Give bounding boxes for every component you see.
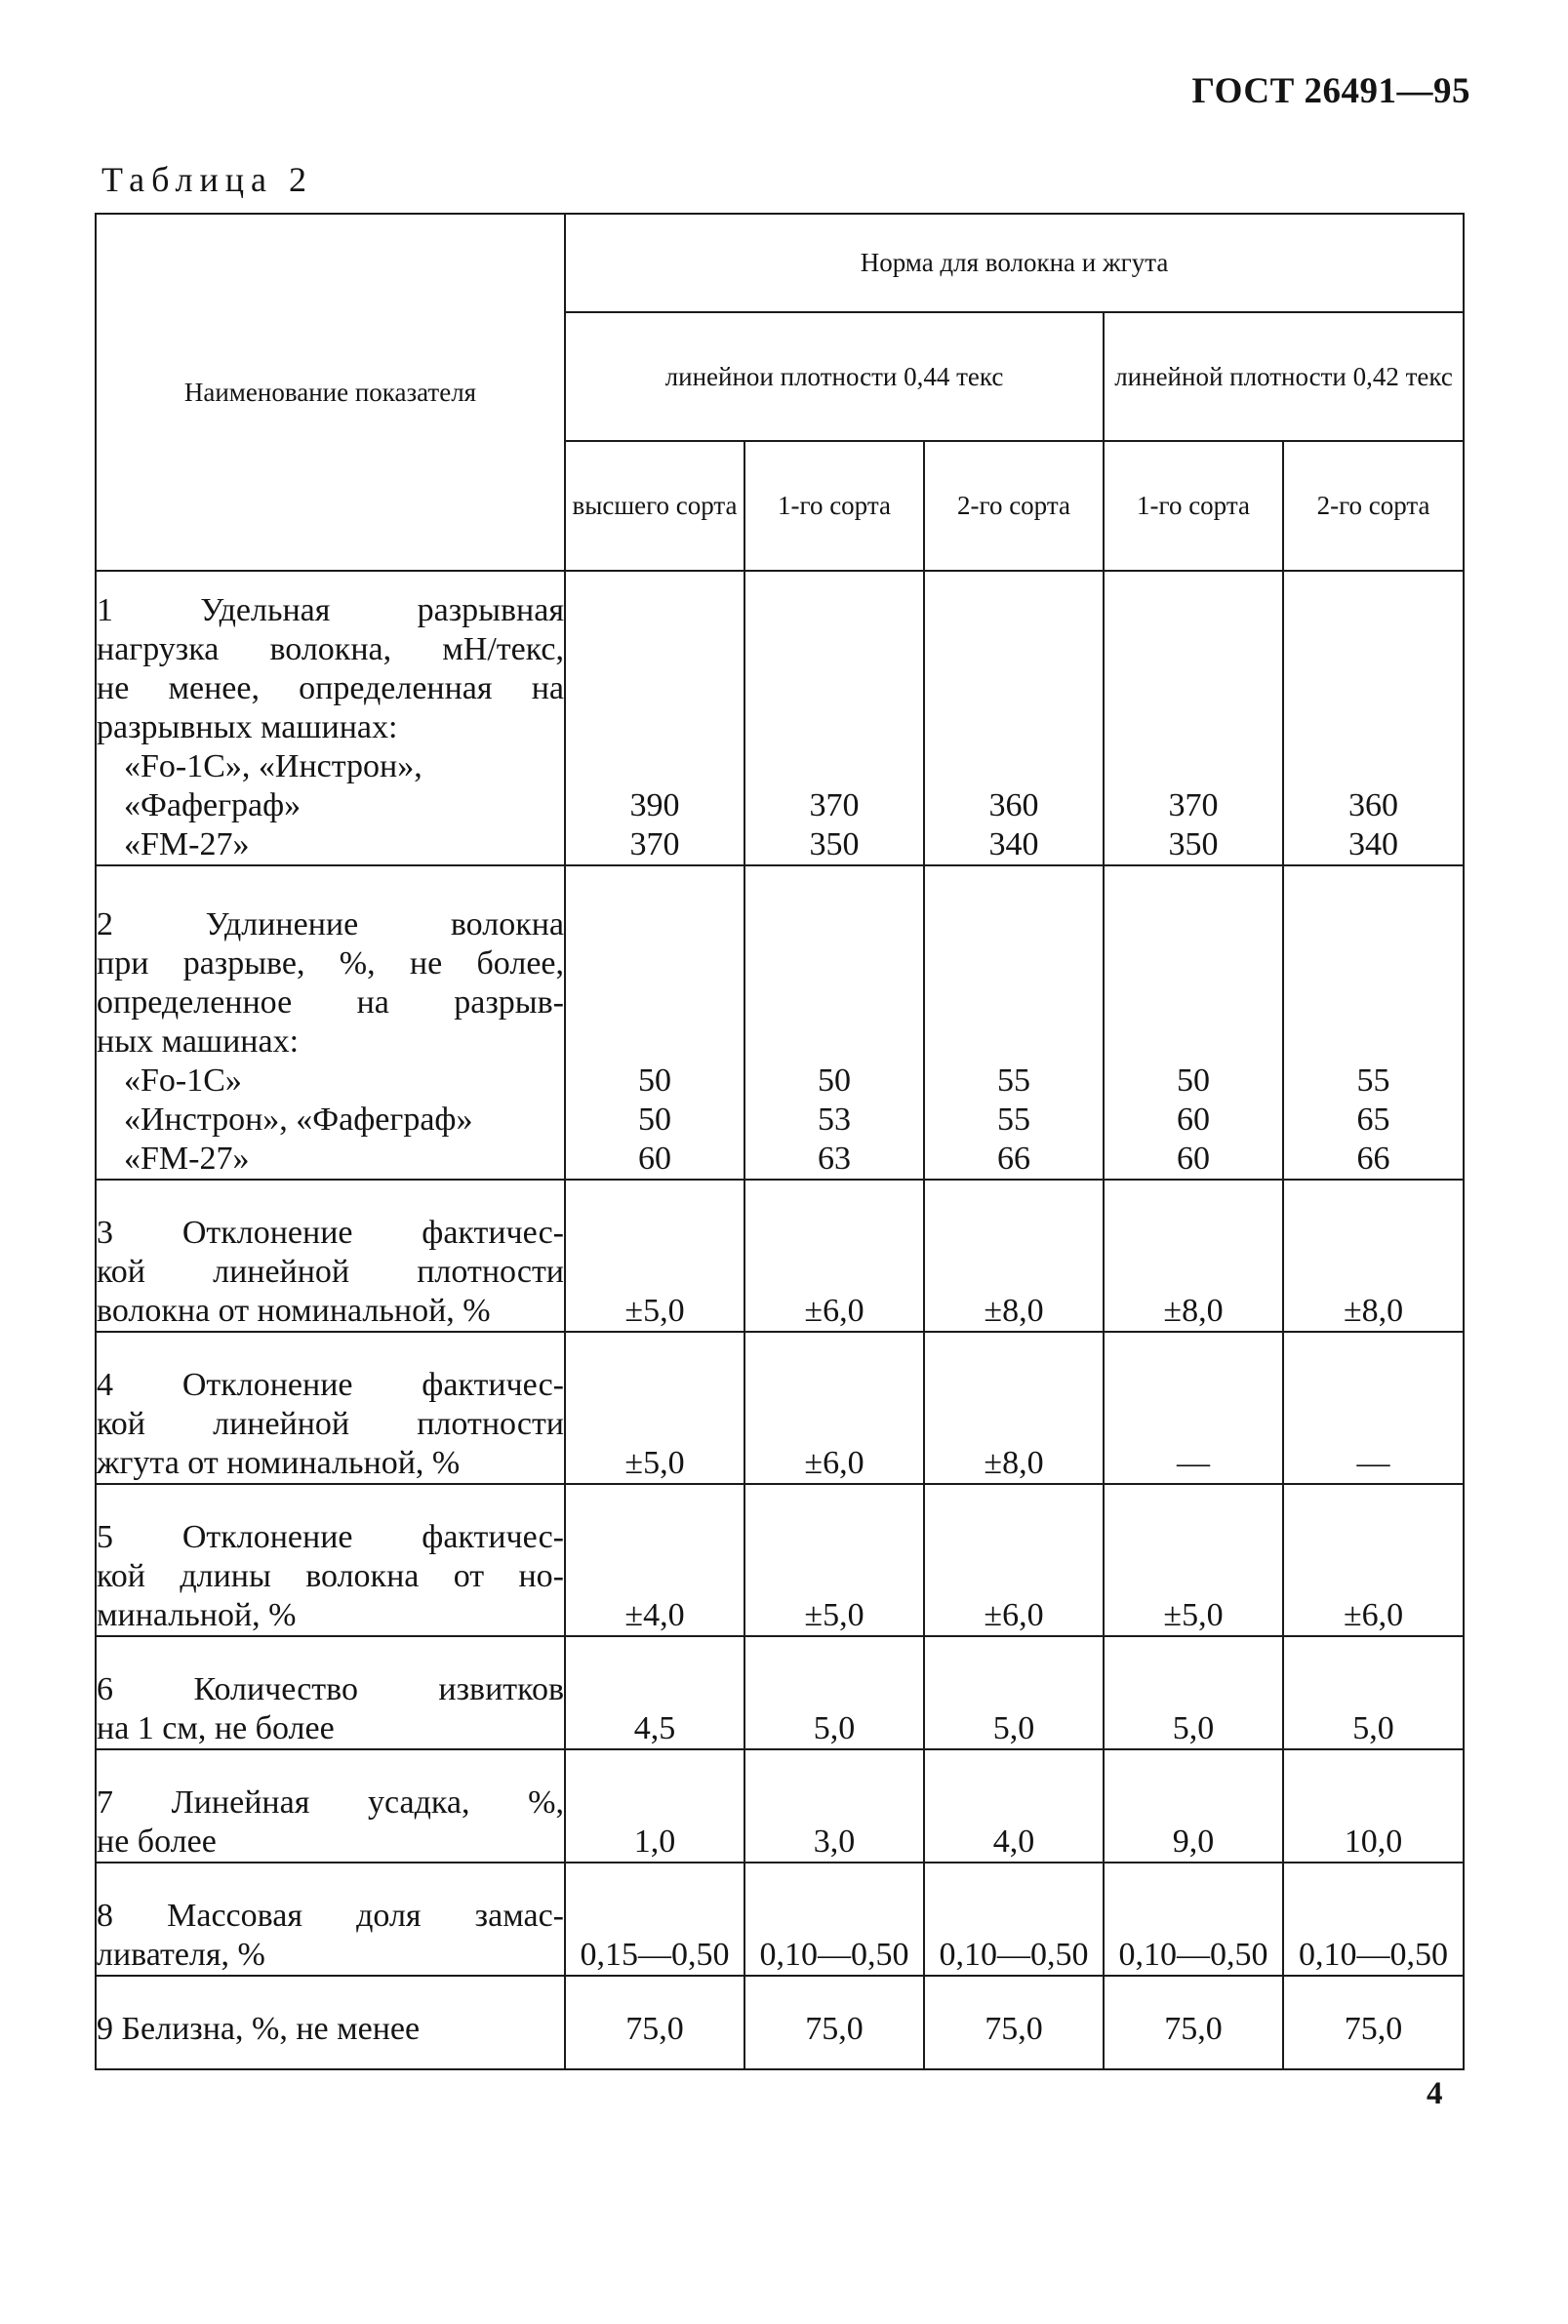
indicator-cell: [96, 1332, 565, 1484]
value: 350: [1168, 826, 1219, 862]
value: 53: [818, 1102, 851, 1138]
value-cell: 0,15—0,50: [565, 1863, 744, 1976]
indicator-text: нагрузка волокна, мН/текс,: [97, 631, 564, 667]
value-cell: [1104, 571, 1283, 865]
table-row: [96, 1749, 1464, 1863]
indicator-text: 2 Удлинение волокна: [97, 906, 564, 942]
machine-label: «Fo-1C»: [124, 1062, 242, 1099]
indicator-text: определенное на разрыв-: [97, 984, 564, 1021]
indicator-cell: [96, 1863, 565, 1976]
col-header-grade: 2-го сорта: [1283, 441, 1464, 571]
value-cell: 75,0: [924, 1976, 1104, 2069]
value: 60: [638, 1141, 671, 1177]
table-row: [96, 1180, 1464, 1332]
value-cell: 5,0: [1104, 1636, 1283, 1749]
machine-label: «FM-27»: [124, 826, 250, 862]
indicator-cell: [96, 1976, 565, 2069]
page-number: 4: [1427, 2076, 1443, 2111]
indicator-cell: [96, 1636, 565, 1749]
col-header-group-044: линейнои плотности 0,44 текс: [565, 312, 1104, 441]
value-cell: 75,0: [744, 1976, 924, 2069]
machine-label: «FM-27»: [124, 1141, 250, 1177]
indicator-text: 7 Линейная усадка, %,: [97, 1784, 564, 1821]
indicator-text: минальной, %: [97, 1597, 297, 1633]
value: 66: [997, 1141, 1030, 1177]
value-cell: [924, 865, 1104, 1180]
machine-label: «Инстрон», «Фафеграф»: [124, 1102, 473, 1138]
value-cell: [744, 865, 924, 1180]
indicator-cell: [96, 1749, 565, 1863]
value: 55: [997, 1062, 1030, 1099]
indicator-cell: [96, 865, 565, 1180]
indicator-text: на 1 см, не более: [97, 1710, 335, 1746]
value-cell: 75,0: [565, 1976, 744, 2069]
value-cell: 9,0: [1104, 1749, 1283, 1863]
indicator-text: ливателя, %: [97, 1937, 265, 1973]
col-header-grade: 2-го сорта: [924, 441, 1104, 571]
table-row: [96, 1976, 1464, 2069]
value-cell: [565, 865, 744, 1180]
value-cell: ±4,0: [565, 1484, 744, 1636]
value-cell: ±5,0: [565, 1332, 744, 1484]
indicator-text: разрывных машинах:: [97, 709, 398, 745]
value-cell: —: [1283, 1332, 1464, 1484]
value-cell: ±8,0: [924, 1180, 1104, 1332]
value: 65: [1356, 1102, 1390, 1138]
col-header-name: Наименование показателя: [96, 214, 565, 571]
value-cell: 10,0: [1283, 1749, 1464, 1863]
indicator-text: жгута от номинальной, %: [97, 1445, 461, 1481]
value-cell: —: [1104, 1332, 1283, 1484]
indicator-text: 6 Количество извитков: [97, 1671, 564, 1707]
table-row: [96, 865, 1464, 1180]
value-cell: ±8,0: [1283, 1180, 1464, 1332]
value-cell: ±6,0: [744, 1180, 924, 1332]
col-header-norm: Норма для волокна и жгута: [565, 214, 1464, 312]
value-cell: [924, 571, 1104, 865]
value-cell: ±5,0: [565, 1180, 744, 1332]
value-cell: ±6,0: [744, 1332, 924, 1484]
value-cell: ±6,0: [1283, 1484, 1464, 1636]
indicator-text: кой линейной плотности: [97, 1406, 564, 1442]
col-header-group-042: линейной плотности 0,42 текс: [1104, 312, 1464, 441]
value: 350: [809, 826, 860, 862]
value-cell: 5,0: [1283, 1636, 1464, 1749]
value-cell: 5,0: [924, 1636, 1104, 1749]
machine-label: «Fo-1C», «Инстрон»,: [124, 748, 422, 784]
value-cell: [744, 571, 924, 865]
value-cell: [565, 571, 744, 865]
value-cell: 1,0: [565, 1749, 744, 1863]
indicator-text: кой длины волокна от но-: [97, 1558, 564, 1594]
machine-label: «Фафеграф»: [124, 787, 302, 823]
value-cell: 0,10—0,50: [1283, 1863, 1464, 1976]
value-cell: 4,5: [565, 1636, 744, 1749]
value-cell: 0,10—0,50: [924, 1863, 1104, 1976]
value: 55: [1356, 1062, 1390, 1099]
value-cell: 75,0: [1104, 1976, 1283, 2069]
value-cell: ±6,0: [924, 1484, 1104, 1636]
value: 66: [1356, 1141, 1390, 1177]
col-header-grade: 1-го сорта: [744, 441, 924, 571]
table-row: [96, 1863, 1464, 1976]
indicator-text: волокна от номинальной, %: [97, 1293, 491, 1329]
table-row: [96, 1332, 1464, 1484]
document-number: ГОСТ 26491—95: [1191, 71, 1470, 111]
value: 50: [818, 1062, 851, 1099]
value: 340: [988, 826, 1039, 862]
indicator-text: 5 Отклонение фактичес-: [97, 1519, 564, 1555]
value: 60: [1177, 1102, 1210, 1138]
table-row: [96, 571, 1464, 865]
value-cell: 0,10—0,50: [744, 1863, 924, 1976]
col-header-grade: высшего сорта: [565, 441, 744, 571]
indicator-text: 1 Удельная разрывная: [97, 592, 564, 628]
value: 340: [1348, 826, 1399, 862]
indicator-text: ных машинах:: [97, 1023, 300, 1060]
value: 55: [997, 1102, 1030, 1138]
value-cell: [1283, 571, 1464, 865]
value-cell: 5,0: [744, 1636, 924, 1749]
table-row: [96, 1484, 1464, 1636]
indicator-text: 8 Массовая доля замас-: [97, 1898, 564, 1934]
value: 360: [1348, 787, 1399, 823]
value-cell: 4,0: [924, 1749, 1104, 1863]
value-cell: 3,0: [744, 1749, 924, 1863]
table-row: [96, 1636, 1464, 1749]
value-cell: [1104, 865, 1283, 1180]
col-header-grade: 1-го сорта: [1104, 441, 1283, 571]
value-cell: ±8,0: [924, 1332, 1104, 1484]
value: 50: [638, 1062, 671, 1099]
value-cell: [1283, 865, 1464, 1180]
value: 390: [629, 787, 680, 823]
indicator-text: не более: [97, 1823, 217, 1860]
indicator-text: 3 Отклонение фактичес-: [97, 1215, 564, 1251]
value: 63: [818, 1141, 851, 1177]
value: 370: [1168, 787, 1219, 823]
value: 50: [1177, 1062, 1210, 1099]
indicator-text: не менее, определенная на: [97, 670, 564, 706]
value-cell: 0,10—0,50: [1104, 1863, 1283, 1976]
indicator-text: кой линейной плотности: [97, 1254, 564, 1290]
value: 50: [638, 1102, 671, 1138]
value: 60: [1177, 1141, 1210, 1177]
indicator-cell: [96, 571, 565, 865]
spec-table: [95, 213, 1465, 2070]
value-cell: 75,0: [1283, 1976, 1464, 2069]
value: 360: [988, 787, 1039, 823]
indicator-text: при разрыве, %, не более,: [97, 945, 564, 982]
value-cell: ±5,0: [744, 1484, 924, 1636]
indicator-cell: [96, 1484, 565, 1636]
value: 370: [809, 787, 860, 823]
indicator-cell: [96, 1180, 565, 1332]
table-caption: Таблица 2: [101, 160, 313, 199]
indicator-text: 4 Отклонение фактичес-: [97, 1367, 564, 1403]
value: 370: [629, 826, 680, 862]
value-cell: ±8,0: [1104, 1180, 1283, 1332]
indicator-text: 9 Белизна, %, не менее: [97, 2011, 421, 2047]
value-cell: ±5,0: [1104, 1484, 1283, 1636]
